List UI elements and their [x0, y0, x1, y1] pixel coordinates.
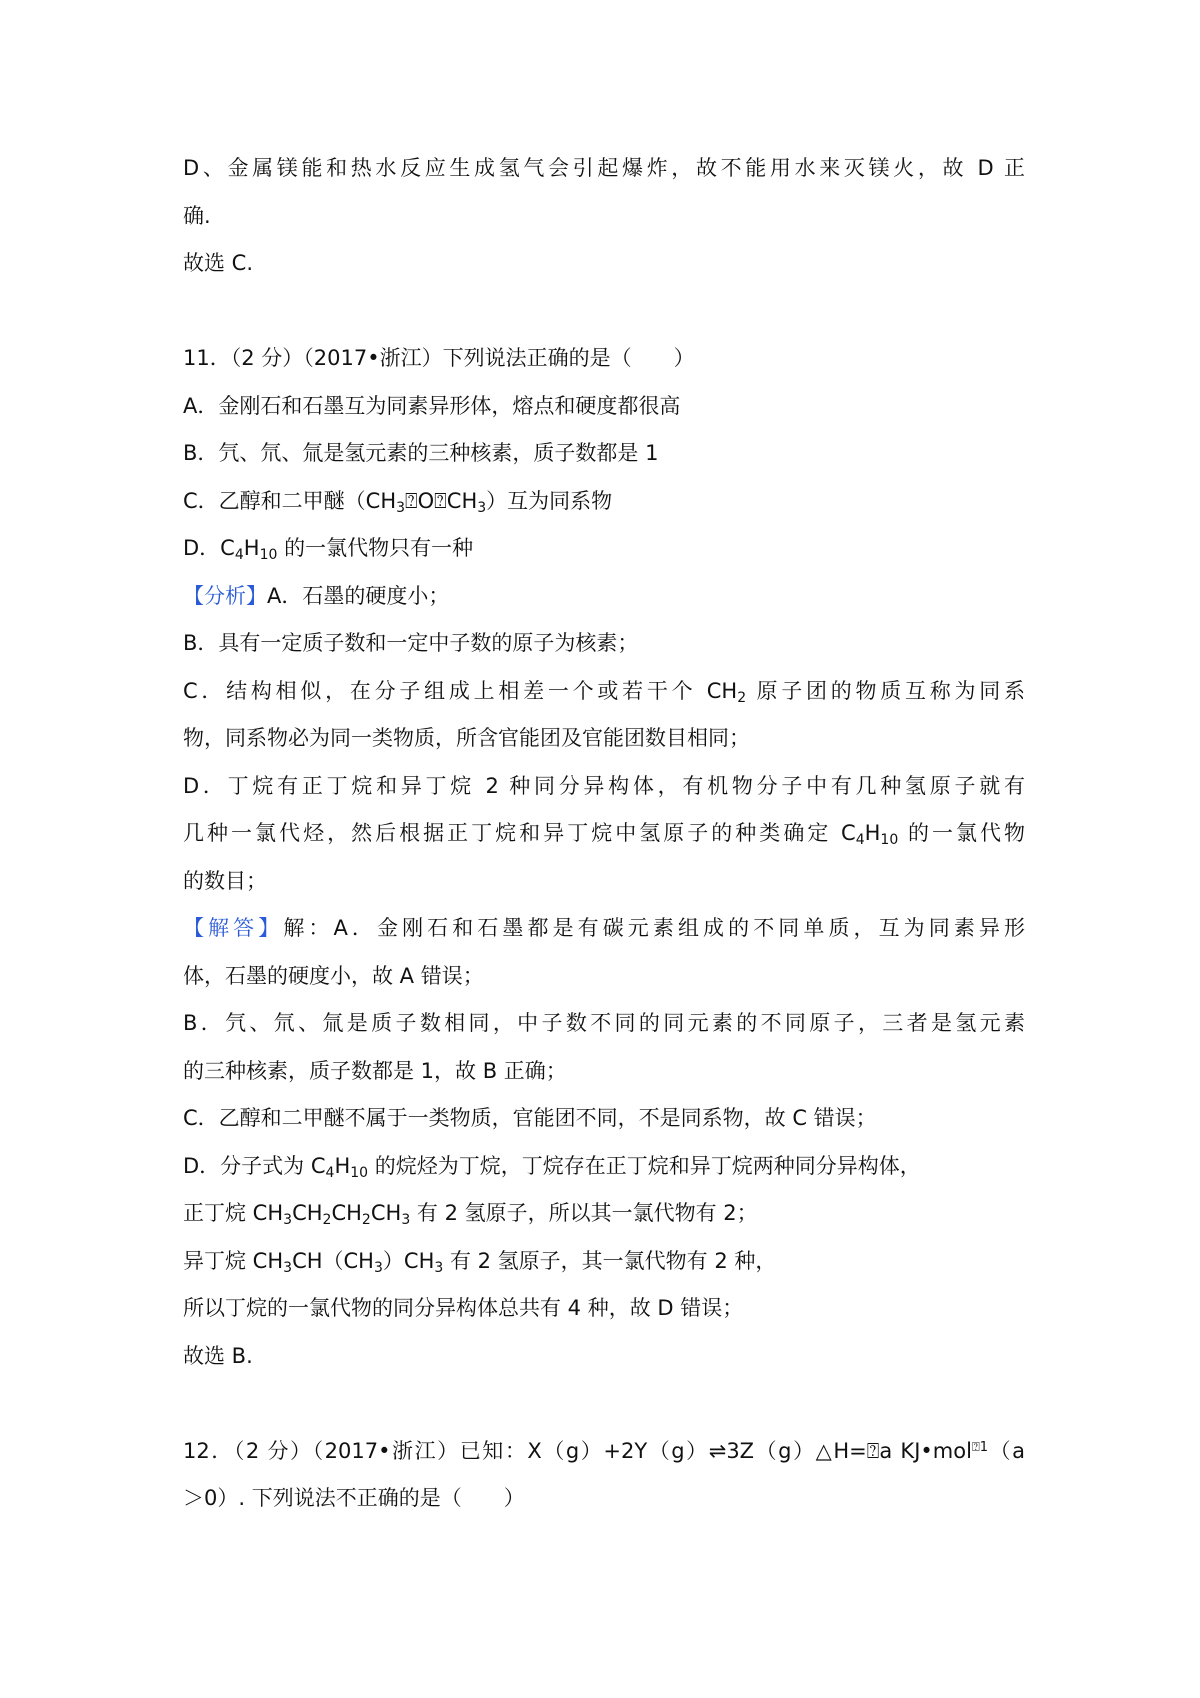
text-line — [183, 1285, 1025, 1333]
text-run: C．乙醇和二甲醚不属于一类物质，官能团不同，不是同系物，故 C 错误； — [183, 1106, 877, 1130]
text-line — [183, 858, 1025, 906]
subscript: 2 — [737, 689, 747, 706]
subscript: 3 — [283, 1259, 293, 1276]
text-run: ＞0）. 下列说法不正确的是（ ） — [183, 1486, 525, 1510]
text-run: B．具有一定质子数和一定中子数的原子为核素； — [183, 631, 639, 655]
text-run: 正丁烷 CH — [183, 1201, 284, 1225]
text-run: CH — [370, 1201, 402, 1225]
subscript: 3 — [396, 499, 406, 516]
text-run: CH — [292, 1201, 323, 1225]
text-run: 12．（2 分）（2017•浙江）已知：X（g）+2Y（g）⇌3Z（g）△H=⍰a KJ•mol — [183, 1438, 972, 1463]
text-run: 的烷烃为丁烷，丁烷存在正丁烷和异丁烷两种同分异构体， — [368, 1153, 921, 1178]
superscript: ⍰1 — [971, 1439, 989, 1455]
text-run: 的一氯代物只有一种 — [277, 536, 474, 560]
text-line — [183, 1333, 1025, 1381]
text-run: 确. — [183, 203, 211, 228]
text-run: H — [243, 536, 260, 560]
text-line — [183, 193, 1025, 241]
text-line — [183, 715, 1025, 763]
subscript: 3 — [373, 1259, 383, 1276]
text-line — [183, 145, 1025, 193]
section-tag: 【解答】 — [183, 916, 284, 940]
text-run: D．丁烷有正丁烷和异丁烷 2 种同分异构体，有机物分子中有几种氢原子就有 — [183, 773, 1025, 798]
text-line — [183, 335, 1025, 383]
text-line — [183, 668, 1025, 716]
text-line — [183, 1380, 1025, 1428]
text-run: 故选 B. — [183, 1343, 253, 1368]
text-run: ）互为同系物 — [486, 488, 613, 513]
text-run: H — [334, 1153, 351, 1178]
text-run: 物，同系物必为同一类物质，所含官能团及官能团数目相同； — [183, 726, 750, 750]
text-run: B．氕、氘、氚是质子数相同，中子数不同的同元素的不同原子，三者是氢元素 — [183, 1011, 1025, 1035]
subscript: 2 — [361, 1212, 371, 1228]
text-line — [183, 1238, 1025, 1286]
text-line — [183, 620, 1025, 668]
text-run: ⍰O⍰CH — [405, 488, 478, 513]
text-run: 的三种核素，质子数都是 1，故 B 正确； — [183, 1058, 567, 1083]
text-run: B．氕、氘、氚是氢元素的三种核素，质子数都是 1 — [183, 441, 659, 465]
text-run: 的一氯代物 — [898, 821, 1025, 845]
text-run: D．C — [183, 536, 235, 560]
text-line — [183, 953, 1025, 1001]
text-run: （a — [988, 1438, 1025, 1463]
subscript: 10 — [350, 1164, 369, 1181]
text-run: 原子团的物质互称为同系 — [746, 678, 1025, 703]
subscript: 4 — [325, 1164, 335, 1181]
text-line — [183, 1428, 1025, 1476]
text-line — [183, 1000, 1025, 1048]
text-line — [183, 763, 1025, 811]
subscript: 3 — [477, 499, 487, 516]
text-run: D、金属镁能和热水反应生成氢气会引起爆炸，故不能用水来灭镁火，故 D 正 — [183, 156, 1025, 180]
text-run: 异丁烷 CH — [183, 1248, 284, 1273]
text-line — [183, 1143, 1025, 1191]
subscript: 10 — [880, 832, 899, 848]
text-line — [183, 1095, 1025, 1143]
text-run: C．乙醇和二甲醚（CH — [183, 488, 397, 513]
text-run: C．结构相似，在分子组成上相差一个或若干个 CH — [183, 678, 738, 703]
document-page — [183, 145, 1025, 1523]
text-run: 几种一氯代烃，然后根据正丁烷和异丁烷中氢原子的种类确定 C — [183, 821, 856, 845]
text-run: A．石墨的硬度小； — [267, 583, 450, 608]
text-line — [183, 1190, 1025, 1238]
text-run: 的数目； — [183, 868, 267, 893]
text-line — [183, 1048, 1025, 1096]
text-line — [183, 240, 1025, 288]
subscript: 2 — [322, 1212, 332, 1228]
text-run: 11．（2 分）（2017•浙江）下列说法正确的是（ ） — [183, 346, 695, 370]
text-run: CH（CH — [292, 1248, 374, 1273]
subscript: 3 — [434, 1259, 444, 1276]
subscript: 3 — [401, 1212, 411, 1228]
subscript: 4 — [234, 547, 244, 563]
text-run: 解：A．金刚石和石墨都是有碳元素组成的不同单质，互为同素异形 — [283, 916, 1025, 940]
text-run: H — [864, 821, 881, 845]
text-run: 故选 C. — [183, 251, 254, 275]
text-run: CH — [331, 1201, 362, 1225]
text-line — [183, 430, 1025, 478]
text-line — [183, 573, 1025, 621]
text-run: D．分子式为 C — [183, 1153, 326, 1178]
text-run: 体，石墨的硬度小，故 A 错误； — [183, 963, 484, 988]
text-run: A．金刚石和石墨互为同素异形体，熔点和硬度都很高 — [183, 393, 681, 418]
section-tag: 【分析】 — [183, 583, 267, 608]
text-run: 有 2 氢原子，其一氯代物有 2 种， — [443, 1248, 777, 1273]
text-line — [183, 383, 1025, 431]
subscript: 3 — [283, 1212, 293, 1228]
text-line — [183, 288, 1025, 336]
text-line — [183, 810, 1025, 858]
text-run: 有 2 氢原子，所以其一氯代物有 2； — [410, 1201, 758, 1225]
text-line — [183, 478, 1025, 526]
subscript: 10 — [259, 547, 278, 563]
text-line — [183, 905, 1025, 953]
text-line — [183, 525, 1025, 573]
text-line — [183, 1475, 1025, 1523]
text-run: 所以丁烷的一氯代物的同分异构体总共有 4 种，故 D 错误； — [183, 1296, 744, 1320]
subscript: 4 — [855, 832, 865, 848]
text-run: ）CH — [382, 1248, 435, 1273]
